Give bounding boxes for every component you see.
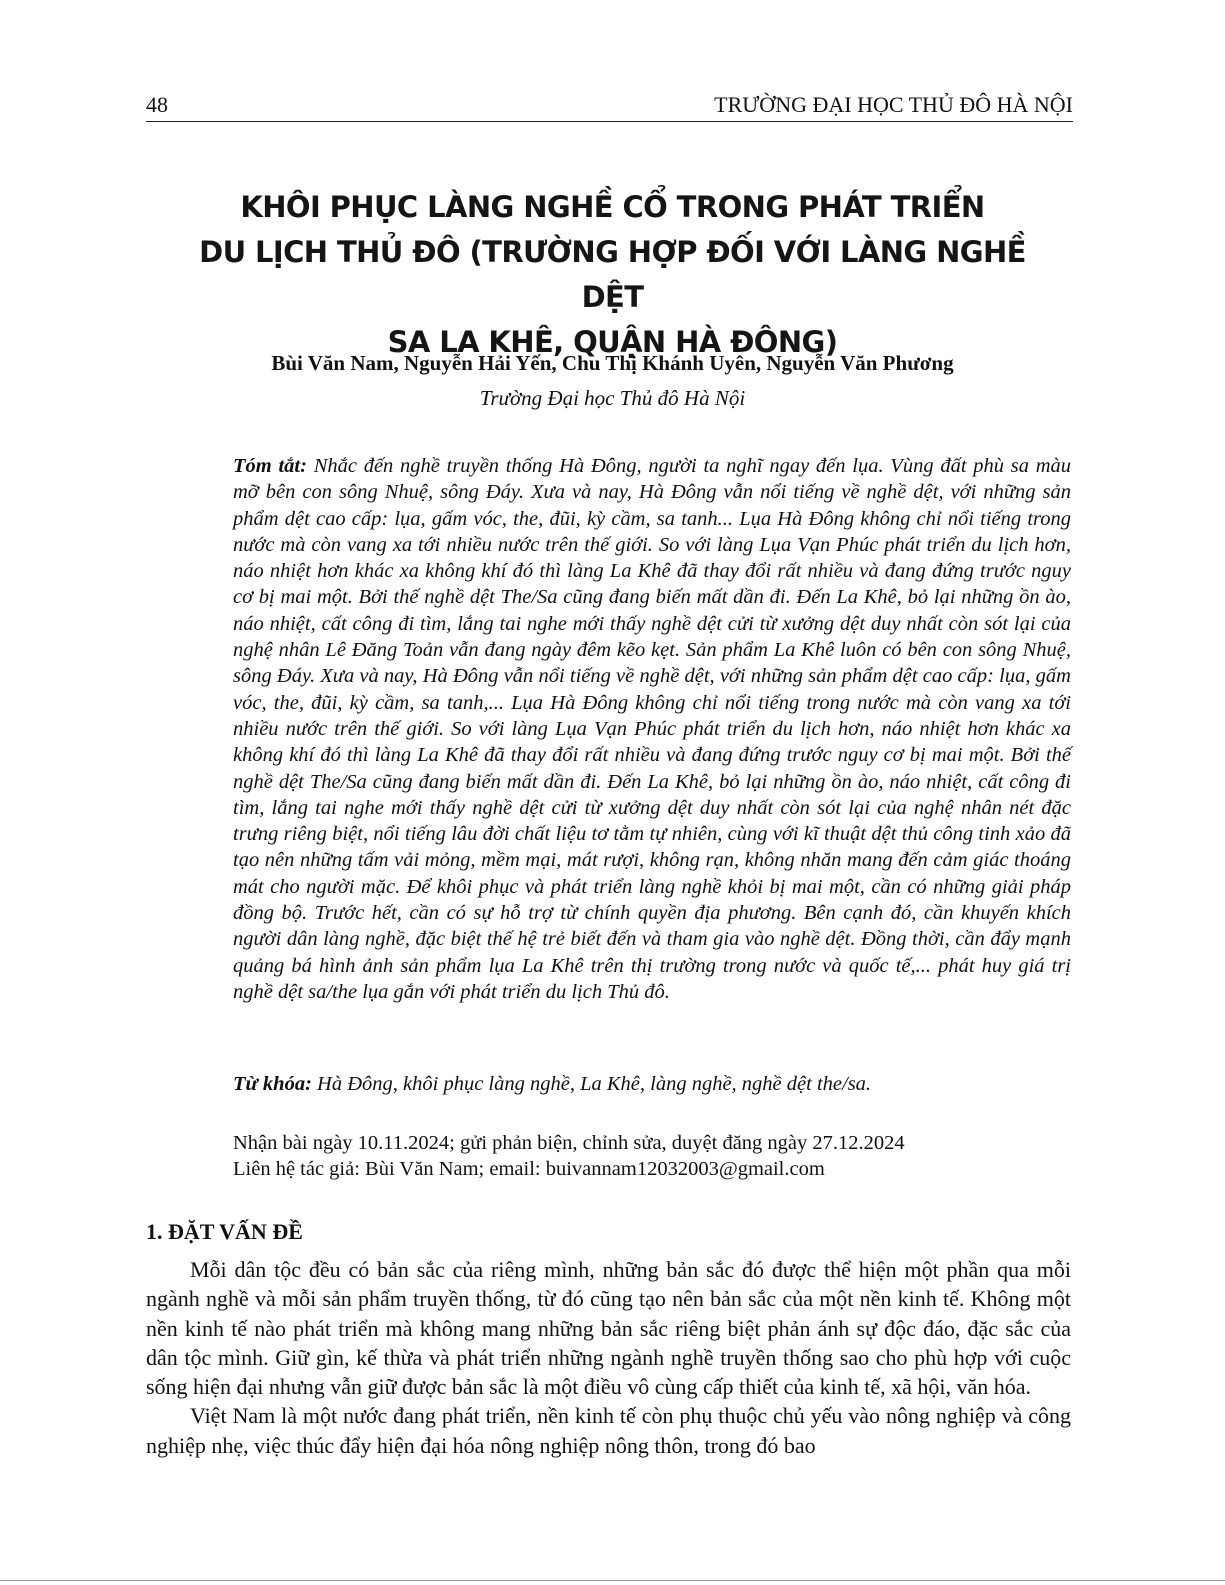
article-meta (233, 1130, 1071, 1182)
page-number: 48 (146, 92, 168, 117)
page-bottom-edge (0, 1580, 1225, 1581)
abstract-label: Tóm tắt: (233, 455, 307, 477)
title-line-2: DU LỊCH THỦ ĐÔ (TRƯỜNG HỢP ĐỐI VỚI LÀNG NGHỀ DỆT (199, 235, 1026, 314)
header-rule (146, 121, 1073, 122)
author-contact: Liên hệ tác giả: Bùi Văn Nam; email: buivannam12032003@gmail.com (233, 1158, 825, 1180)
journal-name: TRƯỜNG ĐẠI HỌC THỦ ĐÔ HÀ NỘI (714, 92, 1073, 117)
affiliation: Trường Đại học Thủ đô Hà Nội (479, 386, 746, 410)
section-heading: 1. ĐẶT VẤN ĐỀ (146, 1219, 303, 1244)
keywords-text: Hà Đông, khôi phục làng nghề, La Khê, làng nghề, nghề dệt the/sa. (317, 1073, 872, 1095)
author-list: Bùi Văn Nam, Nguyễn Hải Yến, Chu Thị Khánh Uyên, Nguyễn Văn Phương (271, 351, 954, 375)
keywords-label: Từ khóa: (233, 1073, 312, 1095)
title-line-1: KHÔI PHỤC LÀNG NGHỀ CỔ TRONG PHÁT TRIỂN (240, 190, 985, 224)
title-line-3: SA LA KHÊ, QUẬN HÀ ĐÔNG) (387, 325, 838, 359)
section-body (146, 1255, 1071, 1460)
body-paragraph-2: Việt Nam là một nước đang phát triển, nền kinh tế còn phụ thuộc chủ yếu vào nông nghiệp và công nghiệp nhẹ, việc thúc đẩy hiện đại hóa nông nghiệp nông thôn, trong đó bao (146, 1403, 1071, 1458)
abstract-text: Nhắc đến nghề truyền thống Hà Đông, người ta nghĩ ngay đến lụa. Vùng đất phù sa màu mỡ bên con sông Nhuệ, sông Đáy. Xưa và nay, Hà Đông vẫn nổi tiếng về nghề dệt, với những sản phẩm dệt cao cấp: lụa, gấm vóc, the, đũi, kỳ cầm, sa tanh... Lụa Hà Đông không chỉ nổi tiếng trong nước mà còn vang xa tới nhiều nước trên thế giới. So với làng Lụa Vạn Phúc phát triển du lịch hơn, náo nhiệt hơn khác xa không khí đó thì làng La Khê đã thay đổi rất nhiều và đang đứng trước nguy cơ bị mai một. Bởi thế nghề dệt The/Sa cũng đang biến mất dần đi. Đến La Khê, bỏ lại những ồn ào, náo nhiệt, cất công đi tìm, lắng tai nghe mới thấy nghề dệt cửi từ xưởng dệt duy nhất còn sót lại của nghệ nhân Lê Đăng Toản vẫn đang ngày đêm kẽo kẹt. Sản phẩm La Khê luôn có bên con sông Nhuệ, sông Đáy. Xưa và nay, Hà Đông vẫn nổi tiếng về nghề dệt, với những sản phẩm dệt cao cấp: lụa, gấm vóc, the, đũi, kỳ cầm, sa tanh,... Lụa Hà Đông không chỉ nổi tiếng trong nước mà còn vang xa tới nhiều nước trên thế giới. So với làng Lụa Vạn Phúc phát triển du lịch hơn, náo nhiệt hơn khác xa không khí đó thì làng La Khê đã thay đổi rất nhiều và đang đứng trước nguy cơ bị mai một. Bởi thế nghề dệt The/Sa cũng đang biến mất dần đi. Đến La Khê, bỏ lại những ồn ào, náo nhiệt, cất công đi tìm, lắng tai nghe mới thấy nghề dệt cửi từ xưởng dệt duy nhất còn sót lại của nghệ nhân nét đặc trưng riêng biệt, nổi tiếng lâu đời chất liệu tơ tằm tự nhiên, cùng với kĩ thuật dệt thủ công tinh xảo đã tạo nên những tấm vải mỏng, mềm mại, mát rượi, không rạn, không nhăn mang đến cảm giác thoáng mát cho người mặc. Để khôi phục và phát triển làng nghề khỏi bị mai một, cần có những giải pháp đồng bộ. Trước hết, cần có sự hỗ trợ từ chính quyền địa phương. Bên cạnh đó, cần khuyến khích người dân làng nghề, đặc biệt thế hệ trẻ biết đến và tham gia vào nghề dệt. Đồng thời, cần đẩy mạnh quảng bá hình ảnh sản phẩm lụa La Khê trên thị trường trong nước và quốc tế,... phát huy giá trị nghề dệt sa/the lụa gắn với phát triển du lịch Thủ đô. (233, 455, 1072, 1003)
running-header (146, 86, 1073, 118)
received-date: Nhận bài ngày 10.11.2024; gửi phản biện, chỉnh sửa, duyệt đăng ngày 27.12.2024 (233, 1132, 905, 1154)
body-paragraph-1: Mỗi dân tộc đều có bản sắc của riêng mình, những bản sắc đó được thể hiện một phần qua mỗi ngành nghề và mỗi sản phẩm truyền thống, từ đó cũng tạo nên bản sắc của một nền kinh tế. Không một nền kinh tế nào phát triển mà không mang những bản sắc riêng biệt phản ánh sự độc đáo, đặc sắc của dân tộc mình. Giữ gìn, kế thừa và phát triển những ngành nghề truyền thống sao cho phù hợp với cuộc sống hiện đại nhưng vẫn giữ được bản sắc là một điều vô cùng cấp thiết của kinh tế, xã hội, văn hóa. (146, 1257, 1071, 1400)
abstract (233, 453, 1071, 1005)
keywords (233, 1071, 1071, 1097)
paper-title (170, 185, 1055, 365)
